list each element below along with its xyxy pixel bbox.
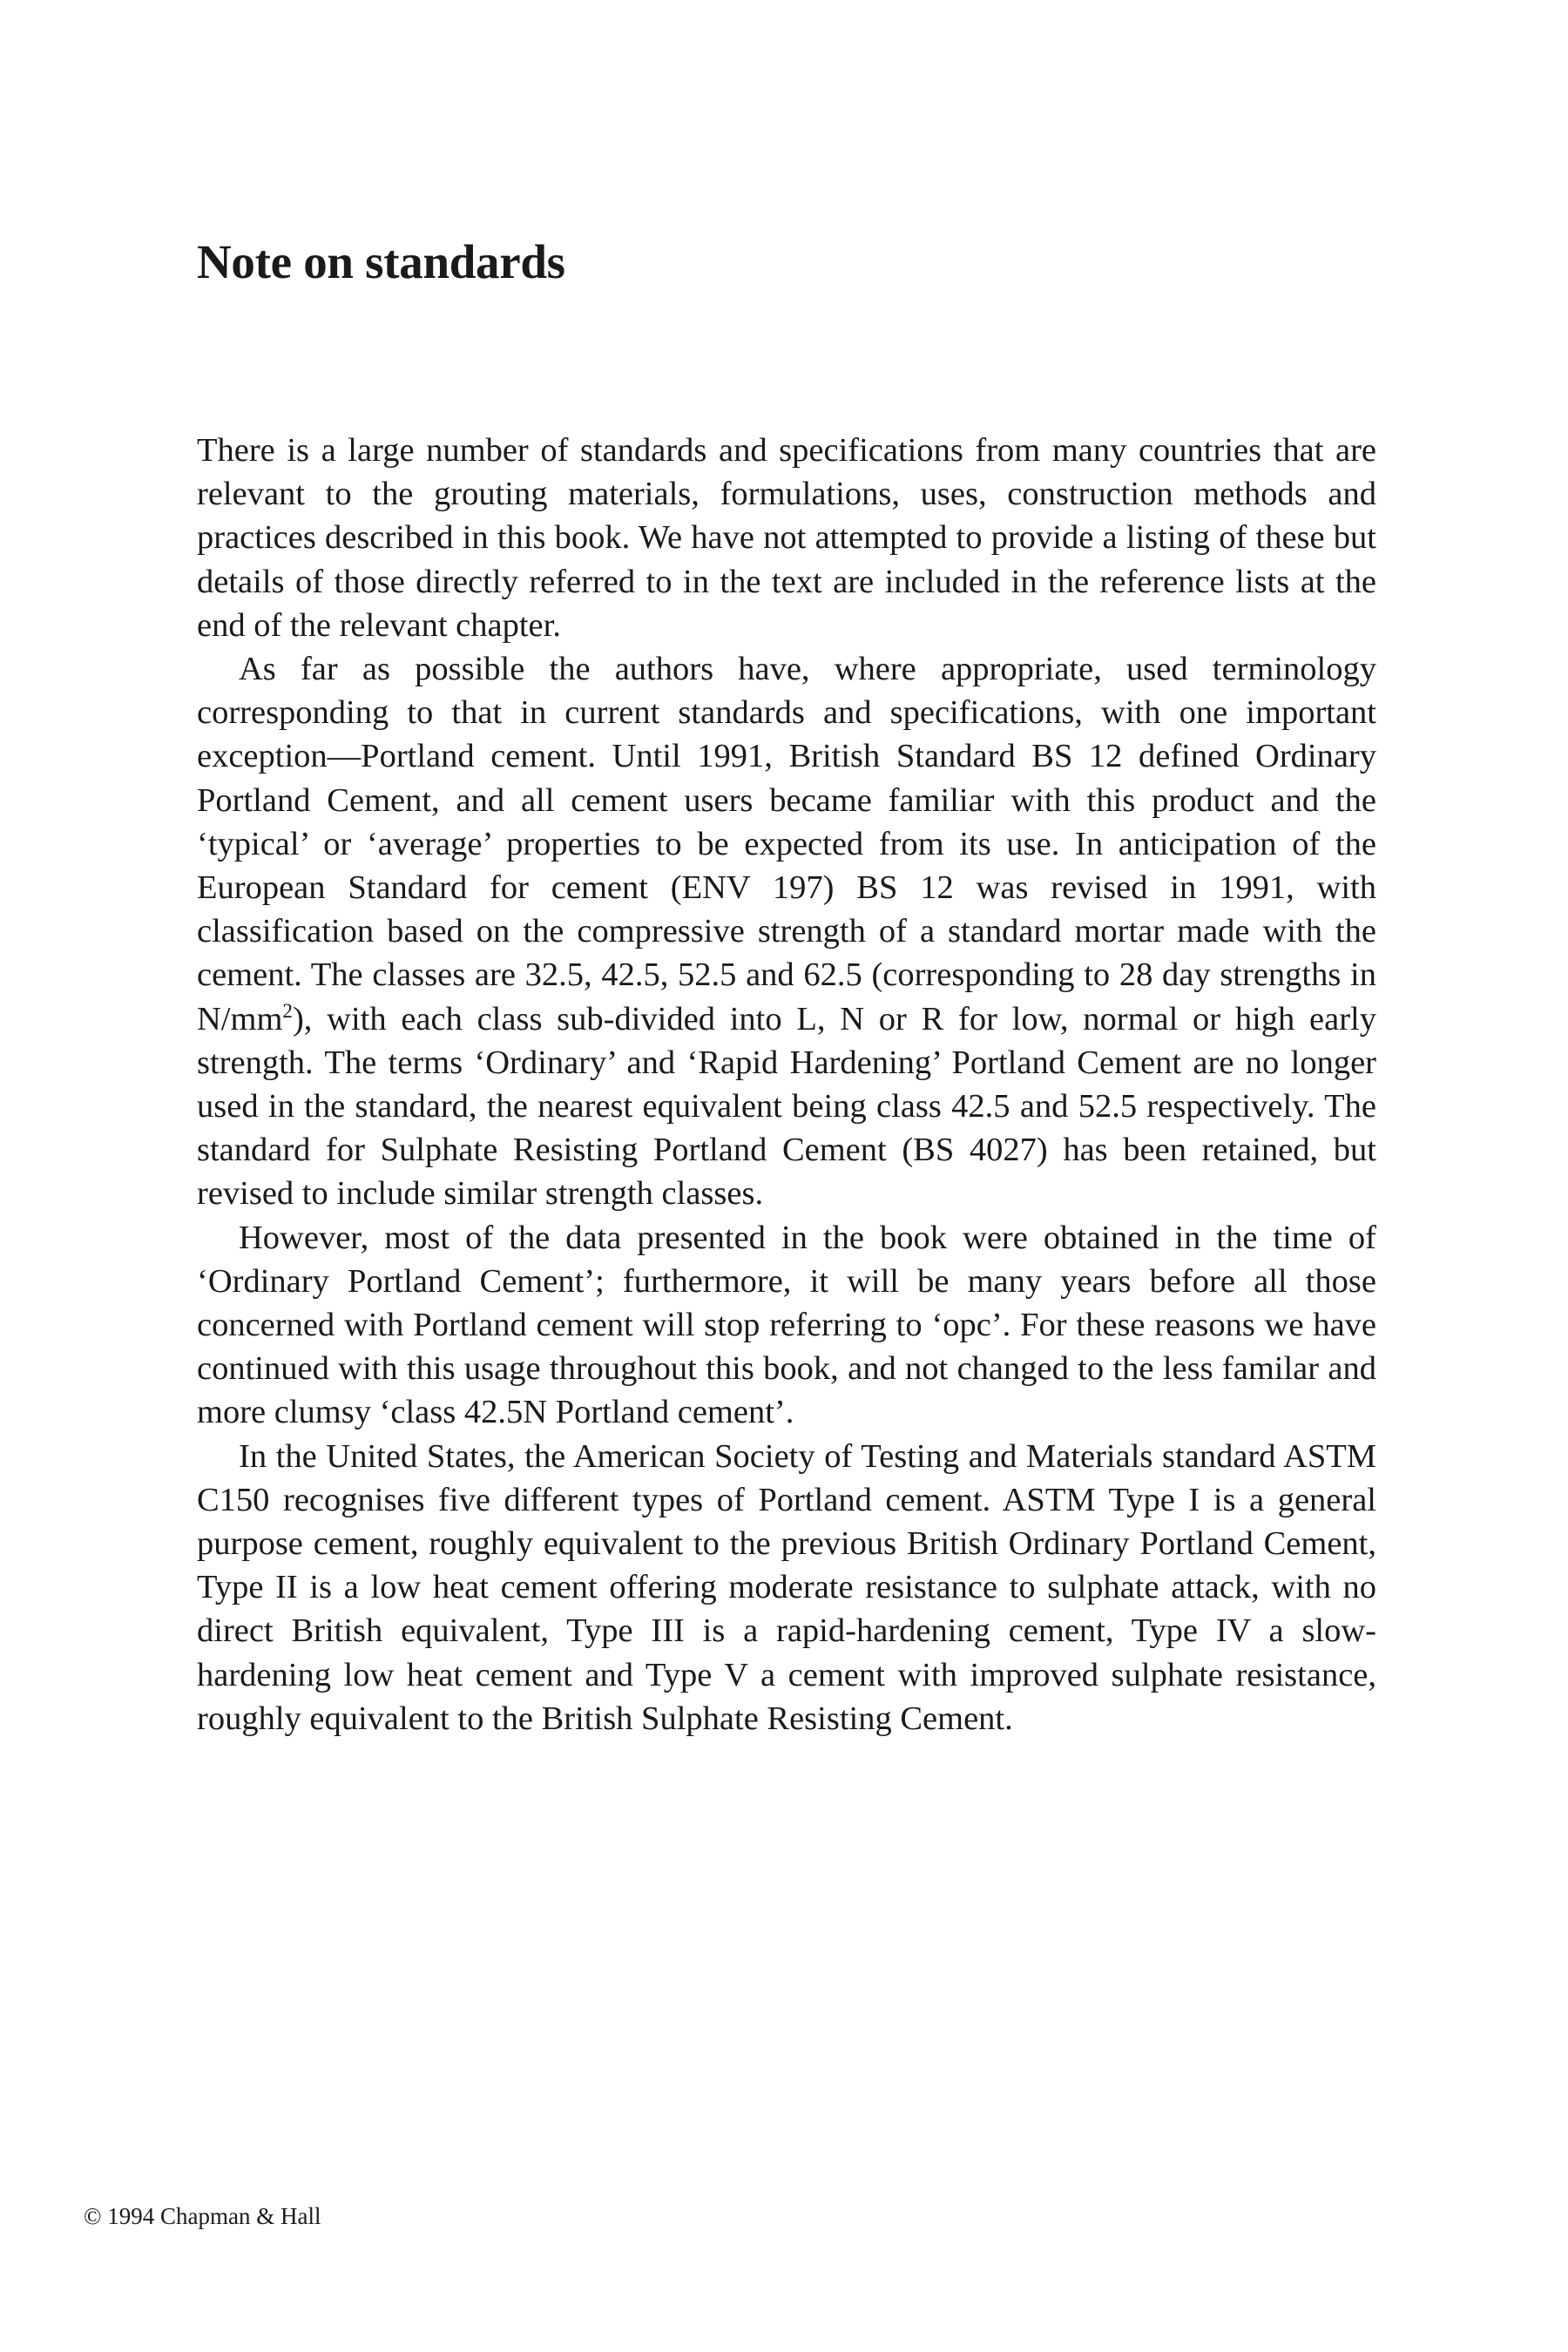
paragraph-astm: In the United States, the American Society of Testing and Materials standard ASTM C150 recognises five different types of Portland cement. ASTM Type I is a general purpose cement, roughly equivalent to the previous British Ordinary Portland Cement, Type II is a low heat cement offering moderate resistance to sulphate attack, with no direct British equivalent, Type III is a rapid-hardening cement, Type IV a slow-hardening low heat cement and Type V a cement with improved sulphate resistance, roughly equivalent to the British Sulphate Resisting Cement. bbox=[197, 1437, 1376, 1737]
paragraph-terminology-text-b: ), with each class sub-divided into L, N or R for low, normal or high early strength. The terms ‘Ordinary’ and ‘Rapid Hardening’ Portland Cement are no longer used in the standard, the nearest equivalent being class 42.5 and 52.5 respectively. The standard for Sulphate Resisting Portland Cement (BS 4027) has been retained, but revised to include similar strength classes. bbox=[197, 1000, 1376, 1213]
page-title: Note on standards bbox=[197, 235, 565, 288]
body-text bbox=[197, 429, 1376, 1740]
paragraph-usage: However, most of the data presented in the book were obtained in the time of ‘Ordinary Portland Cement’; furthermore, it will be many years before all those concerned with Portland cement will stop referring to ‘opc’. For these reasons we have continued with this usage throughout this book, and not changed to the less familar and more clumsy ‘class 42.5N Portland cement’. bbox=[197, 1219, 1376, 1431]
superscript-two: 2 bbox=[282, 998, 293, 1022]
paragraph-terminology-text-a: As far as possible the authors have, where appropriate, used terminology corresponding to that in current standards and specifications, with one important exception—Portland cement. Until 1991, British Standard BS 12 defined Ordinary Portland Cement, and all cement users became familiar with this product and the ‘typical’ or ‘average’ properties to be expected from its use. In anticipation of the European Standard for cement (ENV 197) BS 12 was revised in 1991, with classification based on the compressive strength of a standard mortar made with the cement. The classes are 32.5, 42.5, 52.5 and 62.5 (corresponding to 28 day strengths in N/mm bbox=[197, 651, 1376, 1037]
copyright-notice: © 1994 Chapman & Hall bbox=[84, 2203, 321, 2229]
paragraph-intro: There is a large number of standards and specifications from many countries that are relevant to the grouting materials, formulations, uses, construction methods and practices described in this book. We have not attempted to provide a listing of these but details of those directly referred to in the text are included in the reference lists at the end of the relevant chapter. bbox=[197, 432, 1376, 644]
paragraph-terminology bbox=[197, 647, 1376, 1216]
